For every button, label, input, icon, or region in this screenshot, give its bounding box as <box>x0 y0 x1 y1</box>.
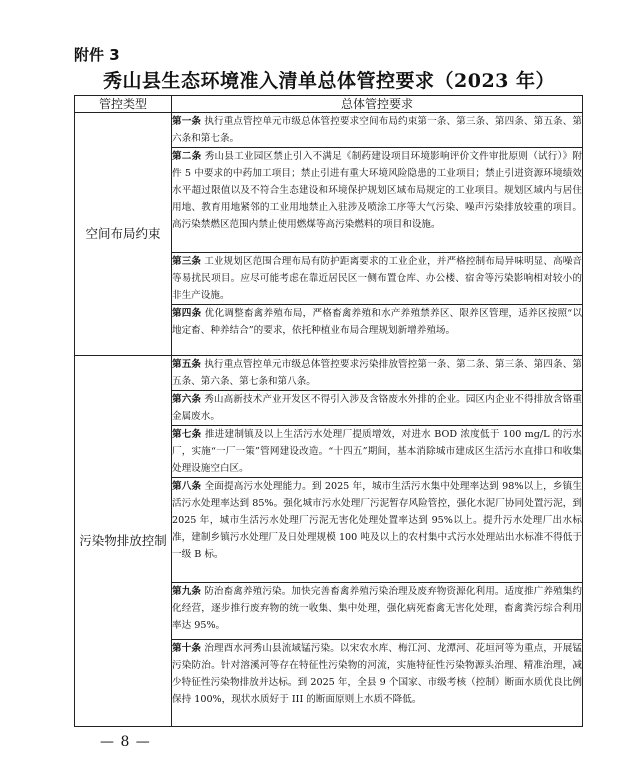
category-pollutant-control: 污染物排放控制 <box>75 356 172 727</box>
article-label: 第十条 <box>172 643 202 654</box>
requirement-cell <box>172 253 583 305</box>
table-row <box>75 356 583 391</box>
requirement-cell <box>172 391 583 426</box>
article-text: 工业规划区范围合理布局有防护距离要求的工业企业，并严格控制布局异味明显、高噪音等易扰民项目。应尽可能考虑在靠近居民区一侧布置仓库、办公楼、宿舍等污染影响相对较小的非生产设施。 <box>172 256 583 301</box>
article-label: 第九条 <box>172 586 202 597</box>
article-text: 全面提高污水处理能力。到 2025 年，城市生活污水集中处理率达到 98%以上，乡镇生活污水处理率达到 85%。强化城市污水处理厂污泥暂存风险管控，强化水泥厂协同处置污泥，到 2025 年，城市生活污水处理厂污泥无害化处理处置率达到 95%以上。提升污水处理厂出水标准，建制乡镇污水处理厂及日处理规模 100 吨及以上的农村集中式污水处理站出水标准不得低于一级 B 标。 <box>172 481 583 560</box>
requirement-cell <box>172 640 583 727</box>
article-text: 执行重点管控单元市级总体管控要求空间布局约束第一条、第三条、第四条、第五条、第六条和第七条。 <box>172 116 583 144</box>
requirement-cell <box>172 356 583 391</box>
article-label: 第四条 <box>172 308 202 319</box>
article-label: 第七条 <box>172 429 202 440</box>
article-text: 优化调整畜禽养殖布局，严格畜禽养殖和水产养殖禁养区、限养区管理，适养区按照“以地定畜、种养结合”的要求，依托种植业布局合理规划新增养殖场。 <box>172 308 582 336</box>
article-text: 秀山县工业园区禁止引入不满足《制药建设项目环境影响评价文件审批原则（试行）》附件 5 中要求的中药加工项目；禁止引进有重大环境风险隐患的工业项目；禁止引进资源环境绩效水平超过限值以及不符合生态建设和环境保护规划区域布局规定的工业项目。规划区域内与居住用地、教育用地紧邻的工业用地禁止入驻涉及喷涂工序等大气污染、噪声污染排放较重的项目。高污染禁燃区范围内禁止使用燃煤等高污染燃料的项目和设施。 <box>172 151 583 230</box>
header-requirements: 总体管控要求 <box>172 96 583 113</box>
requirement-cell <box>172 426 583 478</box>
article-label: 第六条 <box>172 394 202 405</box>
article-text: 推进建制镇及以上生活污水处理厂提质增效，对进水 BOD 浓度低于 100 mg/L 的污水厂，实施“一厂一策”管网建设改造。“十四五”期间，基本消除城市建成区生活污水直排口和收集处理设施空白区。 <box>172 429 583 474</box>
article-label: 第一条 <box>172 116 202 127</box>
article-text: 防治畜禽养殖污染。加快完善畜禽养殖污染治理及废弃物资源化利用。适度推广养殖集约化经营，逐步推行废弃物的统一收集、集中处理，强化病死畜禽无害化处理，畜禽粪污综合利用率达 95%。 <box>172 586 583 631</box>
requirement-cell <box>172 583 583 640</box>
category-spatial-layout: 空间布局约束 <box>75 113 172 356</box>
requirement-cell <box>172 113 583 148</box>
requirements-table <box>74 95 583 727</box>
article-text: 执行重点管控单元市级总体管控要求污染排放管控第一条、第二条、第三条、第四条、第五条、第六条、第七条和第八条。 <box>172 359 583 387</box>
table-row <box>75 113 583 148</box>
article-text: 治理酉水河秀山县流域锰污染。以宋农水库、梅江河、龙潭河、花垣河等为重点，开展锰污染防治。针对溶溪河等存在特征性污染物的河流，实施特征性污染物源头治理、精准治理，减少特征性污染物排放并达标。到 2025 年，全县 9 个国家、市级考核（控制）断面水质优良比例保持 100%，现状水质好于 III 的断面原则上水质不降低。 <box>172 643 583 705</box>
page-number: — 8 — <box>100 734 151 750</box>
article-label: 第八条 <box>172 481 202 492</box>
requirement-cell <box>172 305 583 356</box>
document-title: 秀山县生态环境准入清单总体管控要求（2023 年） <box>103 70 555 92</box>
article-text: 秀山高新技术产业开发区不得引入涉及含铬废水外排的企业。园区内企业不得排放含铬重金属废水。 <box>172 394 583 422</box>
requirement-cell <box>172 478 583 583</box>
article-label: 第五条 <box>172 359 202 370</box>
attachment-label: 附件 3 <box>74 46 120 64</box>
requirement-cell <box>172 148 583 253</box>
header-category: 管控类型 <box>75 96 172 113</box>
article-label: 第二条 <box>172 151 202 162</box>
table-header-row <box>75 96 583 113</box>
article-label: 第三条 <box>172 256 202 267</box>
